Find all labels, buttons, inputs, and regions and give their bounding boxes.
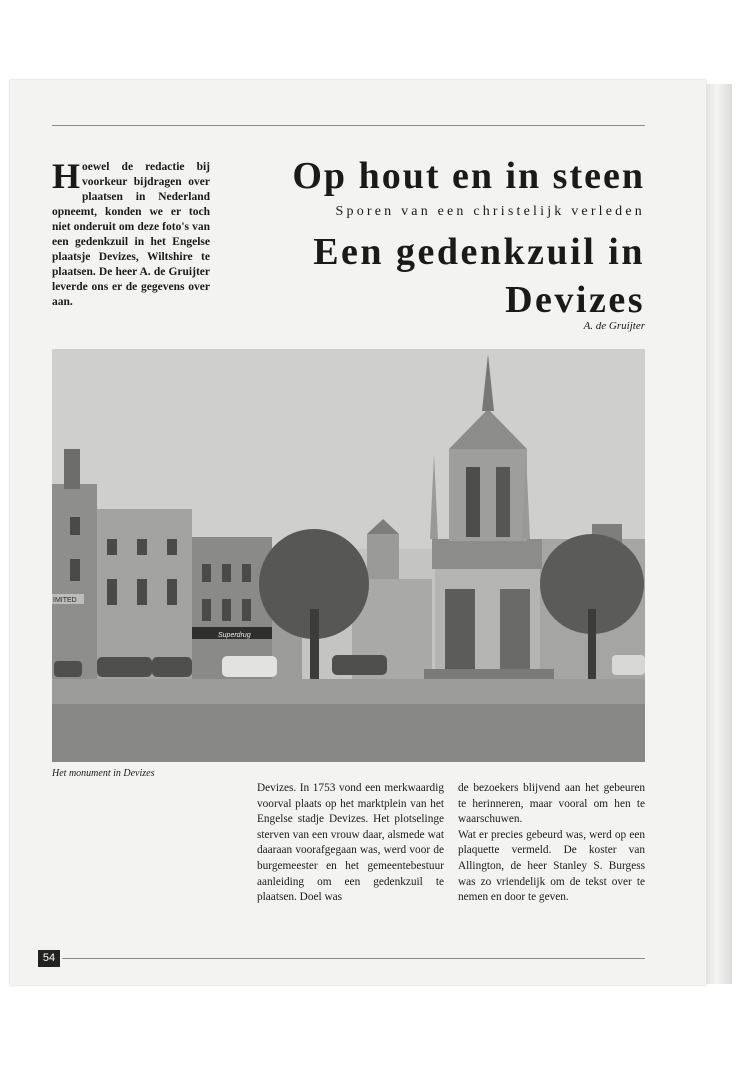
top-rule [52, 125, 645, 126]
shop-sign: IMITED [53, 597, 77, 604]
intro-text [52, 156, 210, 310]
bottom-rule [62, 958, 645, 959]
section-subtitle: Sporen van een christelijk verleden [335, 204, 645, 219]
body-paragraph: de bezoekers blijvend aan het gebeuren te herinneren, maar vooral om hen te waarschuwen. [458, 782, 645, 826]
page-number: 54 [38, 950, 60, 967]
body-paragraph: Wat er precies gebeurd was, werd op een plaquette vermeld. De koster van Allington, de heer Stanley S. Burgess was zo vriendelijk om de tekst over te nemen en door te geven. [458, 828, 645, 904]
section-title: Op hout en in steen [292, 155, 645, 197]
photo-caption: Het monument in Devizes [52, 768, 155, 779]
monument-photo [52, 349, 645, 762]
drop-cap: H [52, 156, 81, 196]
author-byline: A. de Gruijter [583, 320, 645, 332]
body-column-2 [458, 781, 645, 906]
article-title-line2: Devizes [505, 279, 645, 321]
body-column-1 [257, 781, 444, 906]
page-edge [706, 84, 732, 984]
superdrug-sign: Superdrug [218, 632, 251, 639]
article-title-line1: Een gedenkzuil in [313, 231, 645, 273]
body-paragraph: Devizes. In 1753 vond een merkwaardig voorval plaats op het marktplein van het Engelse stadje Devizes. Het plotselinge sterven van een vrouw daar, alsmede wat daaraan voorafgegaan was, werd voor de burgemeester en het gemeentebestuur aanleiding om een gedenkzuil te plaatsen. Doel was [257, 782, 444, 904]
article-title [215, 228, 645, 324]
intro-body: oewel de redactie bij voorkeur bijdragen over plaatsen in Nederland opneemt, konden we er toch niet onderuit om deze foto's van een gedenkzuil in het Engelse plaatsje Devizes, Wiltshire te plaatsen. De heer A. de Gruijter leverde ons er de gegevens over aan. [52, 161, 210, 308]
